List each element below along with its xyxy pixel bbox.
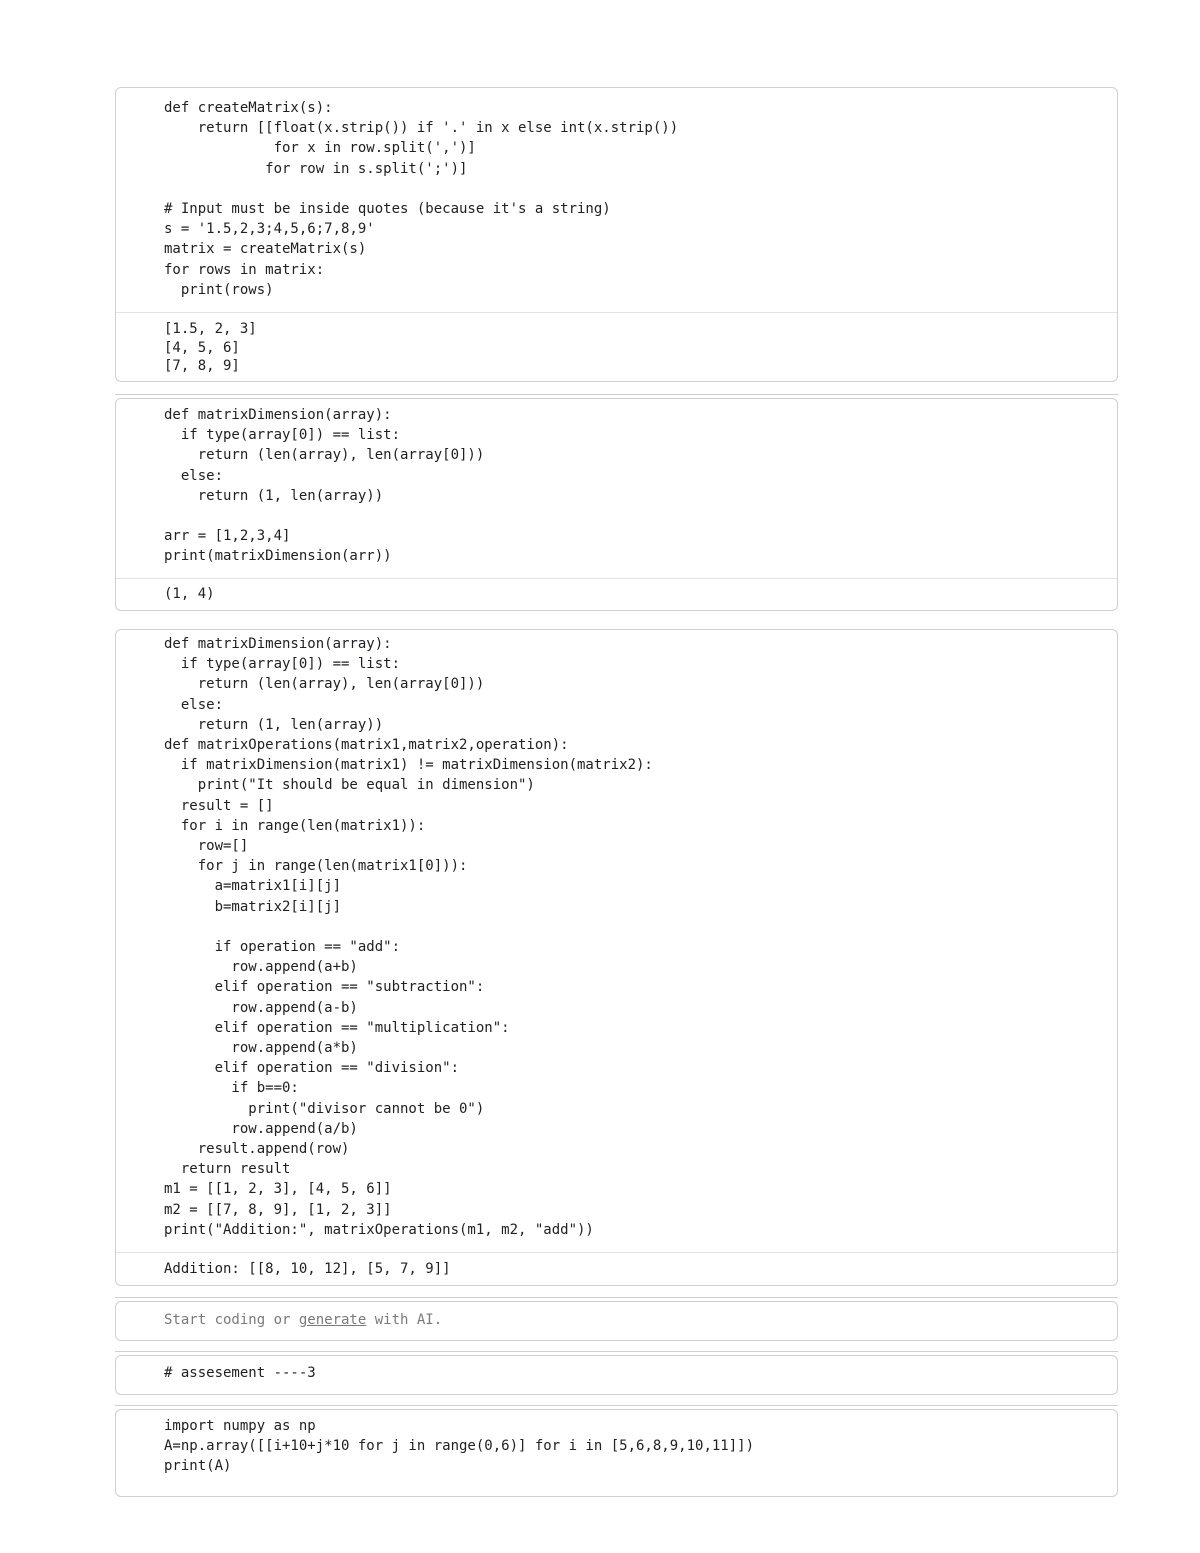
placeholder-suffix: with AI. — [366, 1312, 443, 1328]
output-text: (1, 4) — [164, 586, 215, 602]
code-editor[interactable]: import numpy as np A=np.array([[i+10+j*10 for j in range(0,6)] for i in [5,6,8,9,10,11]]) print(A) — [164, 1418, 755, 1475]
code-editor[interactable]: # assesement ----3 — [164, 1365, 316, 1381]
generate-link[interactable]: generate — [298, 1312, 367, 1328]
output-text: [1.5, 2, 3] [4, 5, 6] [7, 8, 9] — [164, 321, 257, 374]
cell-divider — [115, 1297, 1118, 1298]
code-cell-3[interactable] — [115, 629, 1118, 1286]
cell-output — [116, 578, 1117, 612]
cell-divider — [115, 394, 1118, 395]
cell-output — [116, 312, 1117, 383]
code-editor[interactable]: def matrixDimension(array): if type(array[0]) == list: return (len(array), len(array[0])) else: return (1, len(array)) arr = [1,2,3,4] print(matrixDimension(arr)) — [164, 407, 485, 565]
empty-code-cell[interactable] — [115, 1301, 1118, 1341]
code-editor[interactable]: def createMatrix(s): return [[float(x.strip()) if '.' in x else int(x.strip()) for x in row.split(',')] for row in s.split(';')] # Input must be inside quotes (because it's a string) s = '1.5,2,3;4,5,6;7,8,9' matrix = createMatrix(s) for rows in matrix: print(rows) — [164, 100, 679, 298]
code-cell-5[interactable] — [115, 1409, 1118, 1497]
code-editor[interactable]: def matrixDimension(array): if type(array[0]) == list: return (len(array), len(array[0])) else: return (1, len(array)) def matrixOperations(matrix1,matrix2,operation): if matrixDimension(matrix1) != matrixDimension(matrix2): print("It should be equal in dimension") result = [] for i in range(len(matrix1)): row=[] for j in range(len(matrix1[0])): a=matrix1[i][j] b=matrix2[i][j] if operation == "add": row.append(a+b) elif operation == "subtraction": row.append(a-b) elif operation == "multiplication": row.append(a*b) elif operation == "division": if b==0: print("divisor cannot be 0") row.append(a/b) result.append(row) return result m1 = [[1, 2, 3], [4, 5, 6]] m2 = [[7, 8, 9], [1, 2, 3]] print("Addition:", matrixOperations(m1, m2, "add")) — [164, 636, 653, 1238]
code-cell-4[interactable] — [115, 1355, 1118, 1395]
code-cell-2[interactable] — [115, 398, 1118, 611]
output-text: Addition: [[8, 10, 12], [5, 7, 9]] — [164, 1261, 451, 1277]
cell-divider — [115, 1351, 1118, 1352]
empty-cell-placeholder[interactable] — [164, 1310, 442, 1330]
placeholder-prefix: Start coding or — [164, 1312, 299, 1328]
code-cell-1[interactable] — [115, 87, 1118, 382]
cell-output — [116, 1252, 1117, 1287]
cell-divider — [115, 1405, 1118, 1406]
